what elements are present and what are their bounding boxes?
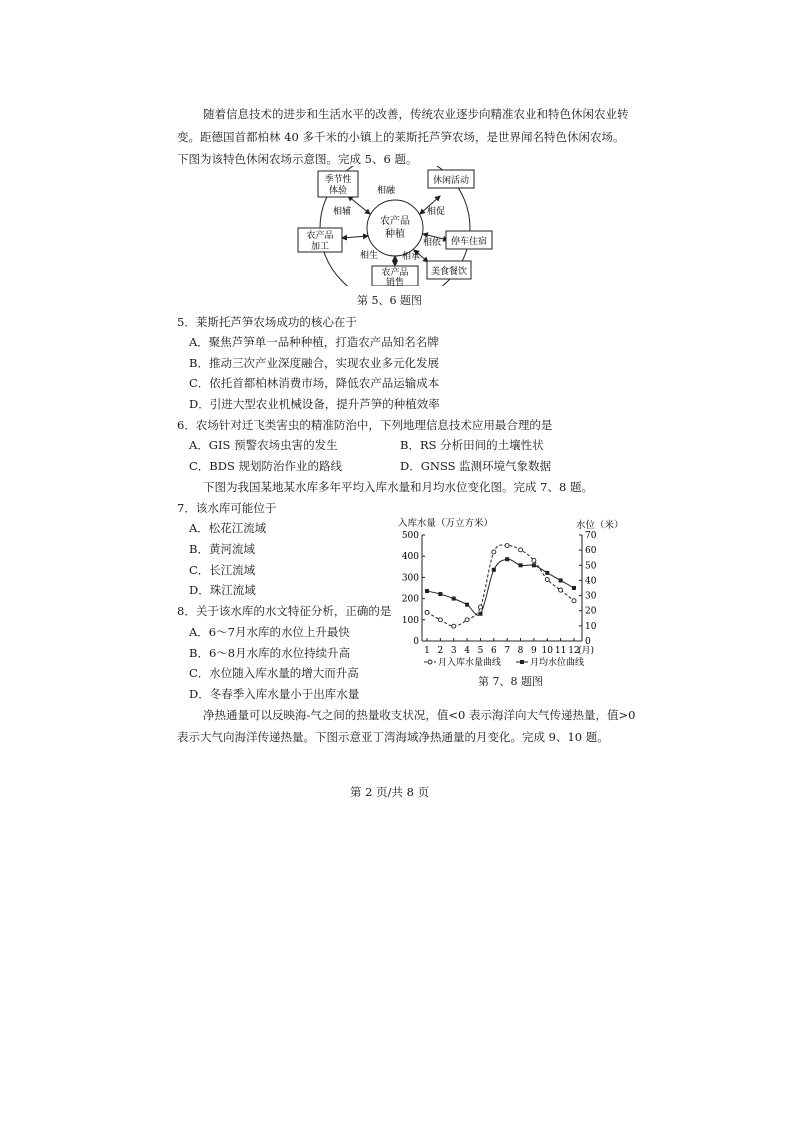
inflow-point	[559, 588, 563, 592]
intro-5-6-line2: 变。距德国首都柏林 40 多千米的小镇上的莱斯托芦笋农场，是世界闻名特色休闲农场。	[177, 130, 625, 144]
inflow-point	[478, 605, 482, 609]
q7-option-d: D．珠江流域	[189, 583, 256, 597]
y-tick-label-right: 10	[585, 621, 597, 632]
inflow-point	[572, 599, 576, 603]
q8-option-d: D．冬春季入库水量小于出库水量	[189, 687, 360, 701]
reservoir-chart	[392, 515, 624, 695]
legend-level-marker	[520, 660, 524, 664]
inflow-point	[545, 578, 549, 582]
y-tick-label-right: 30	[585, 591, 597, 602]
x-tick-label: 3	[450, 646, 457, 656]
x-tick-label: 12	[568, 646, 580, 656]
x-tick-label: 7	[504, 646, 511, 656]
diagram-center-circle	[367, 200, 423, 256]
x-tick-label: 2	[437, 646, 444, 656]
x-tick-label: 4	[464, 646, 470, 656]
q6-option-a: A．GIS 预警农场虫害的发生	[189, 438, 338, 452]
chart-series	[425, 544, 576, 629]
water-level-point	[532, 563, 536, 567]
rel-label-fu: 相辅	[332, 207, 352, 217]
water-level-line	[427, 559, 574, 615]
box-seasonal-label-2: 体验	[328, 186, 348, 196]
q6-option-c: C．BDS 规划防治作业的路线	[189, 459, 343, 473]
box-leisure-label: 休闲活动	[432, 176, 470, 186]
arrow-seasonal	[348, 196, 370, 214]
y-tick-label-right: 40	[585, 576, 597, 587]
inflow-point	[505, 544, 509, 548]
intro-9-10-line2: 表示大气向海洋传递热量。下图示意亚丁湾海域净热通量的月变化。完成 9、10 题。	[177, 730, 609, 744]
legend-inflow-label: 月入库水量曲线	[438, 658, 502, 668]
y-tick-label-right: 50	[585, 561, 597, 572]
page-footer: 第 2 页/共 8 页	[350, 785, 430, 799]
q6-option-b: B．RS 分析田间的土壤性状	[400, 438, 544, 452]
center-label-1: 农产品	[380, 216, 410, 227]
water-level-point	[452, 597, 456, 601]
chart-ticks	[402, 531, 597, 656]
y-tick-label-left: 500	[401, 531, 419, 541]
x-tick-label: 11	[554, 646, 567, 656]
intro-9-10-line1: 净热通量可以反映海-气之间的热量收支状况，值<0 表示海洋向大气传递热量，值>0	[203, 708, 636, 722]
y-tick-label-left: 100	[401, 615, 419, 626]
rel-label-yi: 相依	[422, 238, 442, 248]
q5-option-b: B．推动三次产业深度融合，实现农业多元化发展	[189, 356, 439, 370]
x-tick-label: 1	[424, 646, 430, 656]
y-tick-label-right: 20	[585, 606, 597, 617]
box-sales-label-2: 销售	[385, 278, 405, 286]
y-tick-label-left: 200	[401, 594, 419, 605]
y-tick-label-left: 400	[401, 552, 419, 563]
chart-ylabel-left: 入库水量（万立方米）	[398, 518, 494, 529]
y-tick-label-left: 300	[401, 573, 419, 584]
x-tick-label: 10	[541, 646, 553, 656]
y-tick-label-right: 0	[585, 637, 591, 647]
water-level-point	[505, 557, 509, 561]
inflow-point	[438, 618, 442, 622]
inflow-point	[519, 548, 523, 552]
q8-option-c: C．水位随入库水量的增大而升高	[189, 666, 359, 680]
inflow-point	[532, 558, 536, 562]
q6-stem: 6．农场针对迁飞类害虫的精准防治中，下列地理信息技术应用最合理的是	[177, 418, 553, 432]
farm-diagram	[290, 166, 500, 286]
box-sales-label-1: 农产品	[381, 268, 409, 278]
x-tick-label: 8	[517, 646, 524, 656]
box-processing-label-2: 加工	[310, 242, 330, 252]
water-level-point	[519, 563, 523, 567]
intro-5-6-line3: 下图为该特色休闲农场示意图。完成 5、6 题。	[177, 152, 418, 166]
center-label-2: 种植	[385, 229, 405, 240]
inflow-point	[492, 550, 496, 554]
arrow-processing	[342, 236, 368, 238]
x-tick-label: 5	[477, 646, 484, 656]
x-unit-label: (月)	[578, 646, 595, 656]
rel-label-rongrong: 相融	[376, 186, 396, 196]
chart-ylabel-right: 水位（米）	[576, 520, 624, 531]
x-tick-label: 6	[490, 646, 497, 656]
q7-stem: 7．该水库可能位于	[177, 501, 277, 515]
q5-stem: 5．莱斯托芦笋农场成功的核心在于	[177, 315, 357, 329]
q8-option-b: B．6～8月水库的水位持续升高	[189, 646, 351, 660]
water-level-point	[545, 571, 549, 575]
y-tick-label-left: 0	[413, 637, 419, 647]
box-seasonal-label-1: 季节性	[324, 175, 352, 185]
q5-option-a: A．聚焦芦笋单一品种种植，打造农产品知名名牌	[189, 335, 439, 349]
rel-label-sheng: 相生	[359, 251, 379, 261]
q7-option-a: A．松花江流域	[189, 521, 267, 535]
box-processing-label-1: 农产品	[306, 231, 334, 241]
inflow-point	[452, 624, 456, 628]
water-level-point	[492, 568, 496, 572]
intro-5-6-line1: 随着信息技术的进步和生活水平的改善，传统农业逐步向精准农业和特色休闲农业转	[203, 107, 629, 121]
chart-legend	[424, 656, 584, 668]
q8-stem: 8．关于该水库的水文特征分析，正确的是	[177, 604, 392, 618]
inflow-point	[425, 610, 429, 614]
water-level-point	[438, 592, 442, 596]
rel-label-cheng: 相承	[401, 252, 421, 262]
water-level-point	[465, 603, 469, 607]
water-level-point	[572, 586, 576, 590]
chart-caption: 第 7、8 题图	[478, 675, 543, 688]
water-level-point	[559, 578, 563, 582]
q8-option-a: A．6～7月水库的水位上升最快	[189, 625, 350, 639]
q5-option-c: C．依托首都柏林消费市场，降低农产品运输成本	[189, 376, 440, 390]
q6-option-d: D．GNSS 监测环境气象数据	[400, 459, 552, 473]
q5-option-d: D．引进大型农业机械设备，提升芦笋的种植效率	[189, 397, 440, 411]
y-tick-label-right: 60	[585, 546, 597, 557]
diagram-caption: 第 5、6 题图	[357, 294, 422, 307]
water-level-point	[478, 612, 482, 616]
x-tick-label: 9	[531, 646, 537, 656]
legend-level-label: 月均水位曲线	[530, 658, 585, 668]
box-parking-label: 停车住宿	[450, 237, 488, 247]
rel-label-cu: 相促	[426, 207, 446, 217]
q7-option-b: B．黄河流域	[189, 542, 255, 556]
y-tick-label-right: 70	[585, 531, 597, 541]
inflow-line	[427, 545, 574, 626]
q7-option-c: C．长江流域	[189, 563, 256, 577]
inflow-point	[465, 618, 469, 622]
legend-inflow-marker	[428, 660, 432, 664]
water-level-point	[425, 589, 429, 593]
intro-7-8: 下图为我国某地某水库多年平均入库水量和月均水位变化图。完成 7、8 题。	[203, 480, 593, 494]
box-food-label: 美食餐饮	[430, 267, 468, 277]
